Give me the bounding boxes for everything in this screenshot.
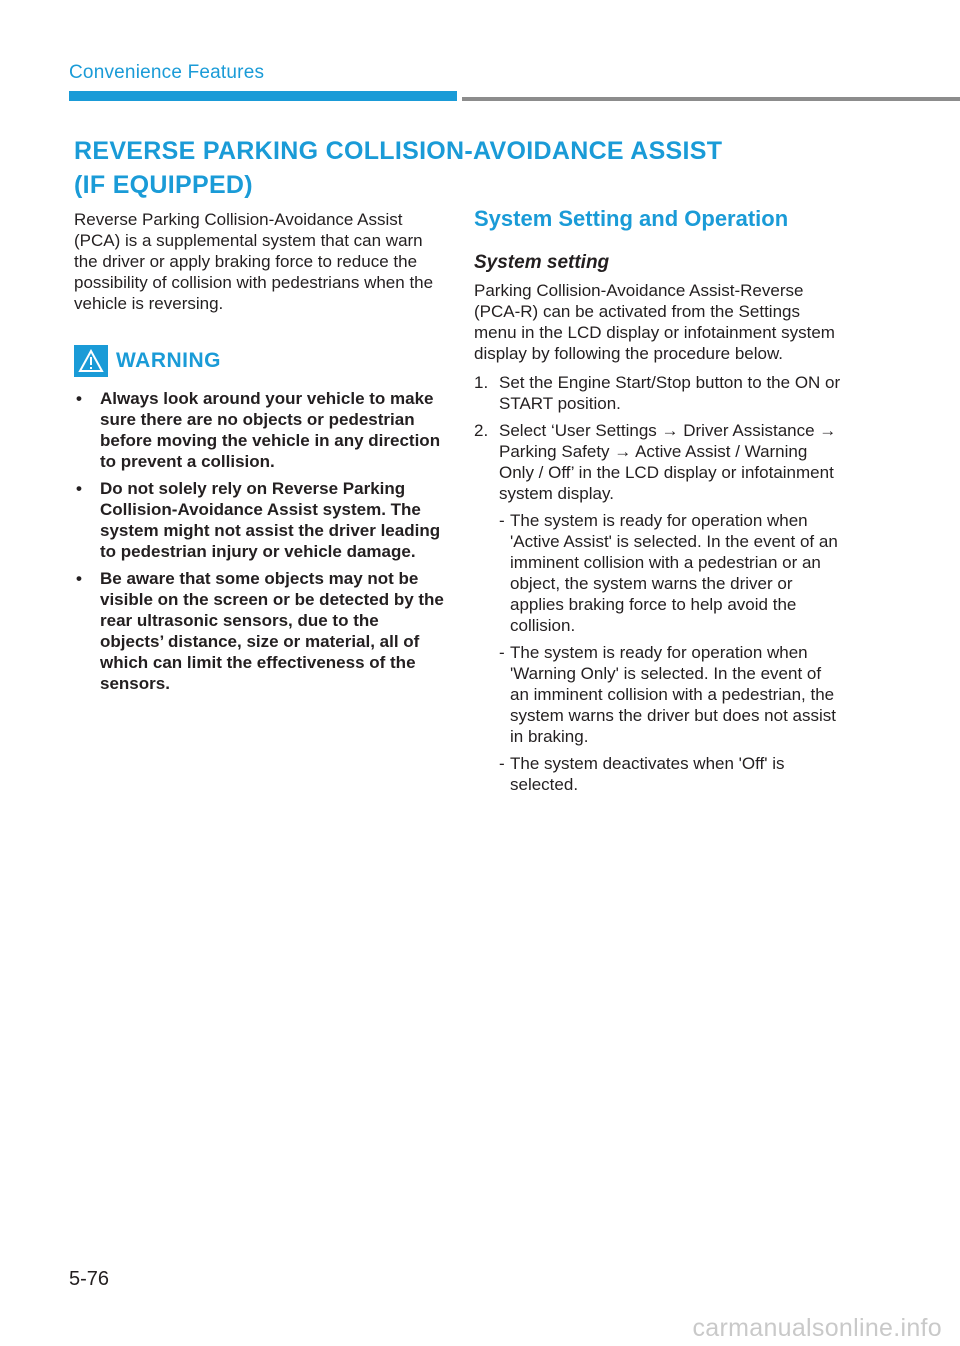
- mode-list: [499, 510, 844, 795]
- intro-paragraph: Reverse Parking Collision-Avoidance Assist (PCA) is a supplemental system that can warn the driver or apply braking force to reduce the possibility of collision with pedestrians when the vehicle is reversing.: [74, 210, 434, 313]
- system-description: Parking Collision-Avoidance Assist-Reverse (PCA-R) can be activated from the Settings menu in the LCD display or infotainment system display by following the procedure below.: [474, 281, 835, 363]
- mode-item: [499, 753, 844, 795]
- header-rule: [462, 97, 960, 101]
- warning-item: [74, 388, 444, 472]
- step-number: 2.: [474, 421, 489, 440]
- dash-marker: -: [499, 643, 505, 662]
- page-title: [74, 134, 874, 202]
- mode-text: The system is ready for operation when 'Active Assist' is selected. In the event of an imminent collision with a pedestrian or an object, the system warns the driver or applies braking force to help avoid the collision.: [510, 511, 838, 635]
- mode-item: [499, 510, 844, 636]
- dash-marker: -: [499, 511, 505, 530]
- page-title-line: REVERSE PARKING COLLISION-AVOIDANCE ASSIST: [74, 137, 723, 165]
- subsection-title: System setting: [474, 252, 610, 273]
- warning-triangle-icon: [74, 345, 108, 377]
- warning-item: [74, 568, 444, 694]
- watermark: carmanualsonline.info: [692, 1314, 942, 1342]
- step-number: 1.: [474, 373, 489, 392]
- warning-list: [74, 388, 444, 694]
- section-label: Convenience Features: [69, 62, 265, 83]
- step-item: [474, 420, 844, 795]
- warning-item-text: Always look around your vehicle to make sure there are no objects or pedestrian before moving the vehicle in any direction to prevent a collision.: [100, 389, 441, 471]
- bullet-icon: •: [76, 389, 82, 408]
- warning-item-text: Do not solely rely on Reverse Parking Collision-Avoidance Assist system. The system might not assist the driver leading to pedestrian injury or vehicle damage.: [100, 479, 441, 561]
- page-number: 5-76: [69, 1268, 110, 1290]
- left-column: [74, 209, 444, 700]
- warning-item-text: Be aware that some objects may not be visible on the screen or be detected by the rear ultrasonic sensors, due to the objects’ distance, size or material, all of which can limit the effectiveness of the sensors.: [100, 569, 444, 693]
- header-rule-accent: [69, 91, 457, 101]
- mode-text: The system is ready for operation when 'Warning Only' is selected. In the event of an imminent collision with a pedestrian, the system warns the driver but does not assist in braking.: [510, 643, 836, 746]
- dash-marker: -: [499, 754, 505, 773]
- right-column: [474, 206, 844, 801]
- warning-header: [74, 346, 444, 376]
- section-title: System Setting and Operation: [474, 206, 789, 231]
- mode-text: The system deactivates when 'Off' is selected.: [510, 754, 785, 794]
- page-title-line: (IF EQUIPPED): [74, 171, 253, 199]
- step-text: Select ‘User Settings → Driver Assistance → Parking Safety → Active Assist / Warning Only / Off’ in the LCD display or infotainment system display.: [499, 421, 837, 503]
- mode-item: [499, 642, 844, 747]
- step-item: [474, 372, 844, 414]
- step-text: Set the Engine Start/Stop button to the ON or START position.: [499, 373, 841, 413]
- warning-title: WARNING: [116, 349, 221, 372]
- bullet-icon: •: [76, 479, 82, 498]
- step-list: [474, 372, 844, 795]
- bullet-icon: •: [76, 569, 82, 588]
- warning-item: [74, 478, 444, 562]
